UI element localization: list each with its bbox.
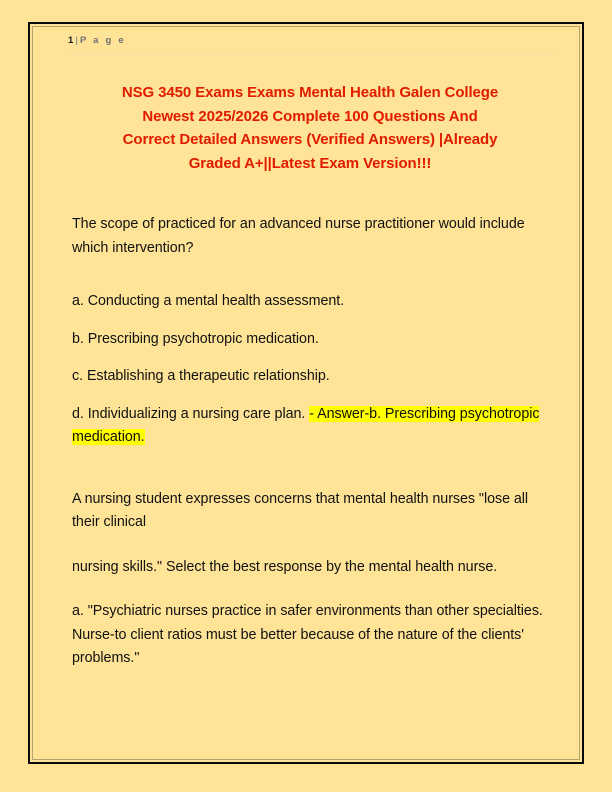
title-line-3: Correct Detailed Answers (Verified Answers) |Already [122,131,498,148]
header-page-number: 1 [68,35,74,46]
title-line-1: NSG 3450 Exams Exams Mental Health Galen College [121,84,499,101]
spacer [68,389,556,403]
question-1-option-d: d. Individualizing a nursing care plan. [72,405,310,422]
document-title [68,81,556,175]
spacer [68,314,556,328]
page-content [30,24,582,762]
question-1-option-d-and-answer [68,403,556,450]
question-2-option-a: a. "Psychiatric nurses practice in safer environments than other specialties. Nurse-to client ratios must be better because of the nature of the clients' problems." [72,603,543,666]
question-1-option-a: a. Conducting a mental health assessment. [72,293,345,309]
spacer [68,450,556,488]
question-1-option-c: c. Establishing a therapeutic relationship. [72,368,330,384]
spacer [68,351,556,365]
question-1-option-b: b. Prescribing psychotropic medication. [72,330,319,347]
question-1-stem: The scope of practiced for an advanced nurse practitioner would include which intervention? [72,216,525,256]
title-line-2: Newest 2025/2026 Complete 100 Questions And [142,107,478,125]
header-separator: | [75,35,78,46]
spacer [68,535,556,556]
question-2-stem-part-2: nursing skills." Select the best response by the mental health nurse. [72,558,498,575]
question-2-stem-part-1: A nursing student expresses concerns that mental health nurses "lose all their clinical [72,490,529,530]
title-line-4: Graded A+||Latest Exam Version!!! [188,154,432,172]
header-page-word: P a g e [79,35,126,46]
running-header [68,34,556,54]
question-1-answer-highlight: - Answer-b. Prescribing psychotropic medication. [72,405,540,445]
document-page [28,22,584,764]
spacer [68,175,556,213]
spacer [68,579,556,600]
spacer [68,260,556,290]
